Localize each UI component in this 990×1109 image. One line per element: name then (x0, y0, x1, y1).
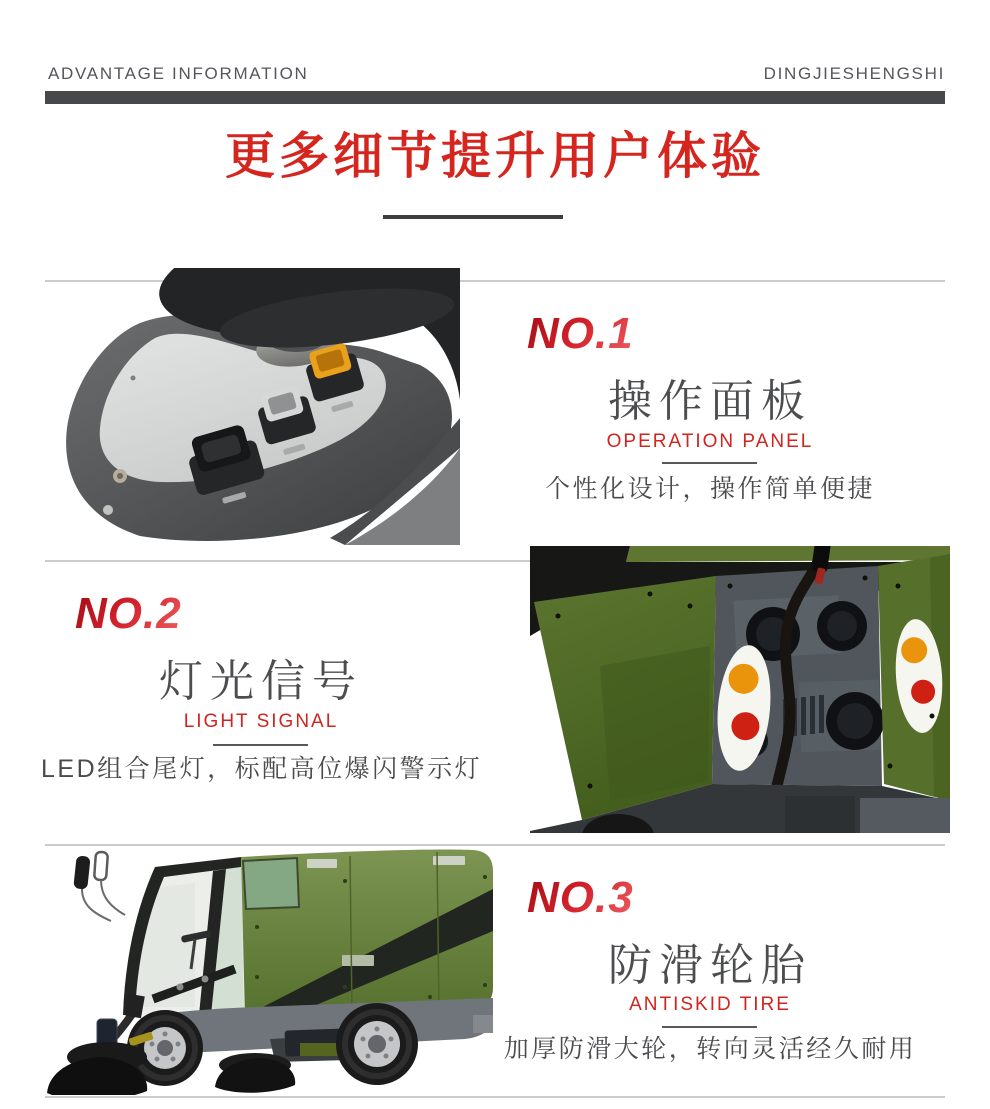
rear-wheel (336, 1003, 418, 1085)
section-subheading: OPERATION PANEL (606, 431, 814, 452)
subheading-divider (662, 1026, 757, 1028)
operation-panel-photo (45, 268, 460, 545)
subheading-divider (662, 462, 757, 464)
section-heading: 灯光信号 (159, 657, 363, 706)
rear-tail-lights-photo (530, 546, 950, 833)
header-left-label: ADVANTAGE INFORMATION (48, 64, 309, 83)
machine-top-strip (626, 546, 950, 562)
header-bar (45, 91, 945, 104)
section-subheading: LIGHT SIGNAL (183, 711, 339, 732)
section-caption: 个性化设计，操作简单便捷 (544, 475, 875, 503)
page-title: 更多细节提升用户体验 (225, 128, 765, 184)
section-subheading: ANTISKID TIRE (629, 994, 791, 1015)
section-divider (45, 844, 945, 846)
section-heading: 操作面板 (608, 377, 812, 426)
panel-dot (131, 376, 136, 381)
panel-screw (103, 505, 113, 515)
bottom-notch (785, 796, 855, 833)
bottom-panel (860, 798, 950, 833)
cab-rear-window (243, 858, 299, 909)
panel-screw-center (117, 473, 123, 479)
section-heading: 防滑轮胎 (608, 941, 812, 990)
header-right-brand: DINGJIESHENGSHI (763, 64, 945, 83)
machine-left-panel-shade (600, 646, 710, 801)
sweeper-vehicle-photo (45, 847, 530, 1095)
section-divider (45, 1096, 945, 1098)
rear-step (473, 1015, 493, 1033)
section-number: NO.2 (75, 589, 182, 638)
subheading-divider (213, 744, 308, 746)
section-number: NO.1 (527, 309, 634, 358)
title-underline (383, 215, 563, 219)
section-caption: 加厚防滑大轮，转向灵活经久耐用 (503, 1035, 917, 1063)
section-caption: LED组合尾灯，标配高位爆闪警示灯 (41, 755, 483, 783)
section-number: NO.3 (527, 873, 634, 922)
under-machinery-green (300, 1043, 342, 1056)
